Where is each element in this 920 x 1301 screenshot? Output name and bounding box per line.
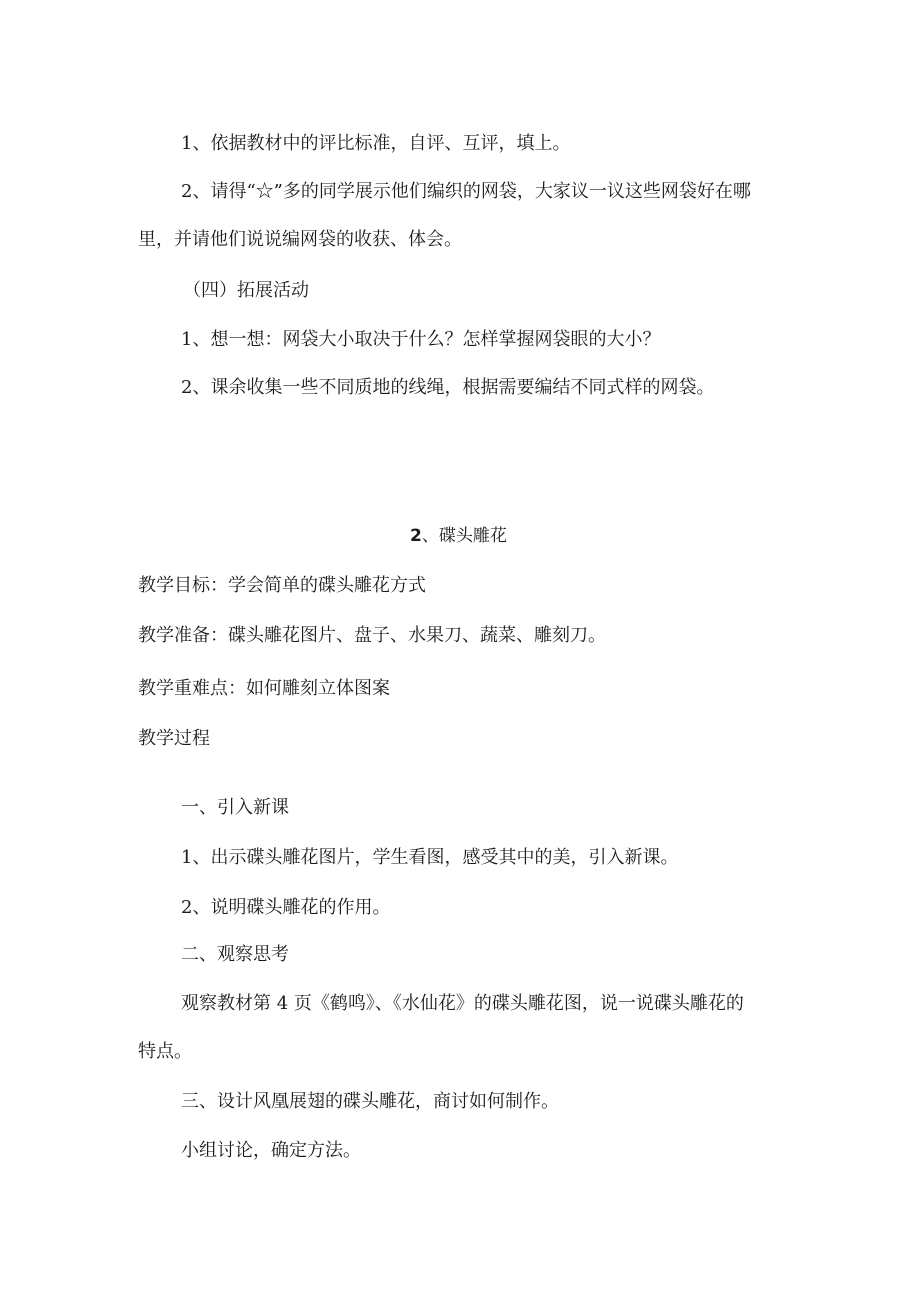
section-heading: （四）拓展活动 xyxy=(183,280,309,301)
step-line: 1、出示碟头雕花图片，学生看图，感受其中的美，引入新课。 xyxy=(181,847,679,868)
paragraph-line: 1、想一想：网袋大小取决于什么？怎样掌握网袋眼的大小？ xyxy=(181,329,661,350)
lesson-objective: 教学目标：学会简单的碟头雕花方式 xyxy=(138,575,426,596)
paragraph-line: 2、课余收集一些不同质地的线绳，根据需要编结不同式样的网袋。 xyxy=(181,377,715,398)
step-line: 观察教材第 4 页《鹤鸣》、《水仙花》的碟头雕花图，说一说碟头雕花的 xyxy=(181,993,744,1014)
paragraph-line: 2、请得“☆”多的同学展示他们编织的网袋，大家议一议这些网袋好在哪 xyxy=(181,181,751,202)
step-line: 2、说明碟头雕花的作用。 xyxy=(181,897,391,918)
lesson-title-text: 、碟头雕花 xyxy=(421,526,507,546)
lesson-key-point: 教学重难点：如何雕刻立体图案 xyxy=(138,678,390,699)
step-heading: 一、引入新课 xyxy=(181,797,289,818)
step-line: 小组讨论，确定方法。 xyxy=(181,1140,361,1161)
paragraph-line: 1、依据教材中的评比标准，自评、互评，填上。 xyxy=(181,133,571,154)
lesson-preparation: 教学准备：碟头雕花图片、盘子、水果刀、蔬菜、雕刻刀。 xyxy=(138,625,606,646)
lesson-title-number: 2 xyxy=(410,526,422,546)
lesson-title xyxy=(410,524,507,548)
step-line: 特点。 xyxy=(138,1041,192,1062)
lesson-process-heading: 教学过程 xyxy=(138,728,210,749)
paragraph-line: 里，并请他们说说编网袋的收获、体会。 xyxy=(138,229,462,250)
step-heading: 三、设计风凰展翅的碟头雕花，商讨如何制作。 xyxy=(181,1091,559,1112)
step-heading: 二、观察思考 xyxy=(181,944,289,965)
